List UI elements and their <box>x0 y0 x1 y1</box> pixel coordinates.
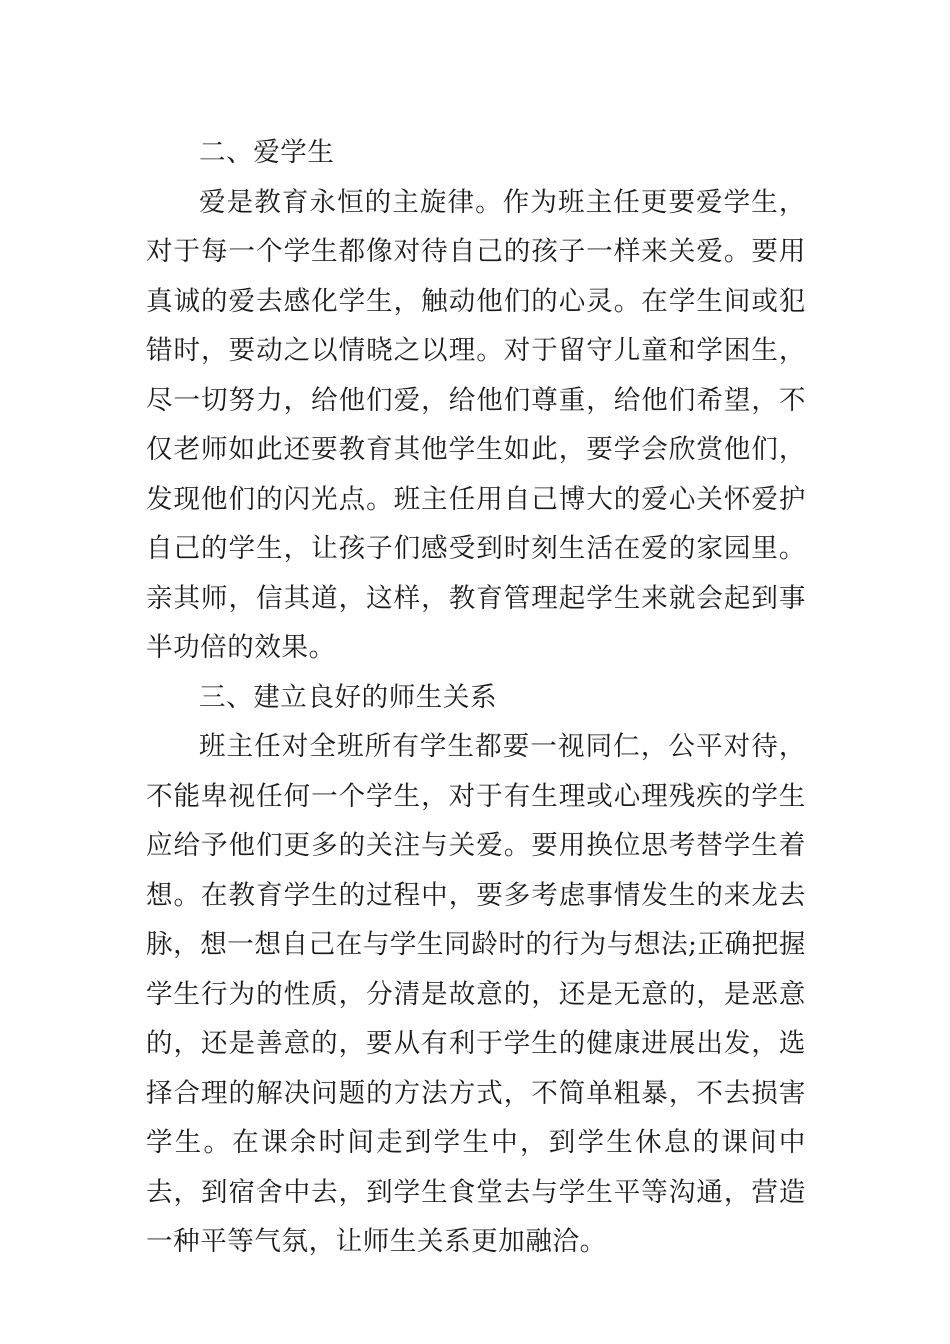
section-heading-teacher-student-relationship: 三、建立良好的师生关系 <box>199 681 498 713</box>
section-paragraph-love-students: 爱是教育永恒的主旋律。作为班主任更要爱学生，对于每一个学生都像对待自己的孩子一样来关爱。要用真诚的爱去感化学生，触动他们的心灵。在学生间或犯错时，要动之以情晓之以理。对于留守儿童和学困生，尽一切努力，给他们爱，给他们尊重，给他们希望，不仅老师如此还要教育其他学生如此，要学会欣赏他们，发现他们的闪光点。班主任用自己博大的爱心关怀爱护自己的学生，让孩子们感受到时刻生活在爱的家园里。亲其师，信其道，这样，教育管理起学生来就会起到事半功倍的效果。 <box>146 186 806 663</box>
document-body <box>146 128 806 1267</box>
section-paragraph-teacher-student-relationship: 班主任对全班所有学生都要一视同仁，公平对待，不能卑视任何一个学生，对于有生理或心理残疾的学生应给予他们更多的关注与关爱。要用换位思考替学生着想。在教育学生的过程中，要多考虑事情发生的来龙去脉，想一想自己在与学生同龄时的行为与想法;正确把握学生行为的性质，分清是故意的，还是无意的，是恶意的，还是善意的，要从有利于学生的健康进展出发，选择合理的解决问题的方法方式，不简单粗暴，不去损害学生。在课余时间走到学生中，到学生休息的课间中去，到宿舍中去，到学生食堂去与学生平等沟通，营造一种平等气氛，让师生关系更加融洽。 <box>146 731 806 1257</box>
section-heading-love-students: 二、爱学生 <box>199 137 335 168</box>
